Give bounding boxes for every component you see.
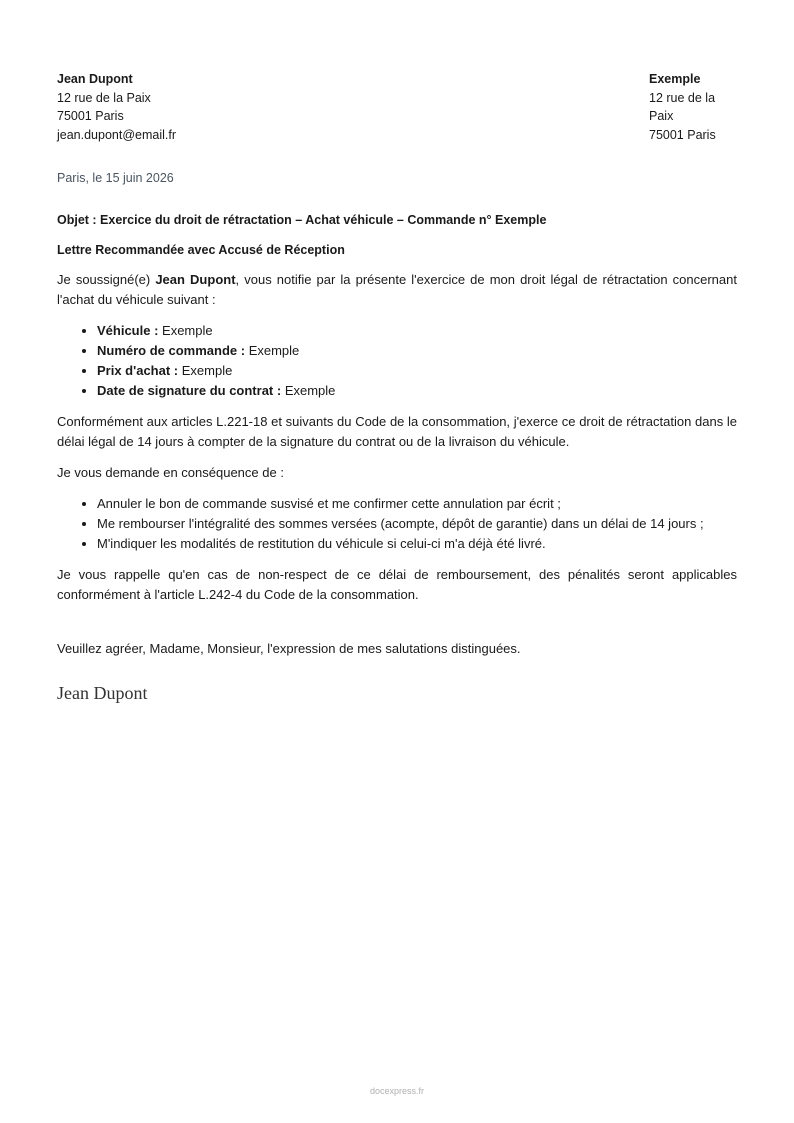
sender-address: 12 rue de la Paix <box>57 90 151 105</box>
vehicle-details-list <box>57 321 737 401</box>
detail-value: Exemple <box>158 323 213 338</box>
detail-value: Exemple <box>178 363 233 378</box>
sender-block <box>57 70 176 144</box>
recipient-name: Exemple <box>649 72 701 86</box>
list-item <box>97 361 737 381</box>
list-item: • M'indiquer les modalités de restitution du véhicule si celui-ci m'a déjà été livré. <box>97 534 737 554</box>
sender-city: 75001 Paris <box>57 109 124 123</box>
detail-value: Exemple <box>245 343 300 358</box>
intro-before: Je soussigné(e) <box>57 272 156 287</box>
recipient-block <box>649 70 737 144</box>
detail-label: Numéro de commande : <box>97 343 246 358</box>
salutation: Veuillez agréer, Madame, Monsieur, l'expression de mes salutations distinguées. <box>57 641 521 656</box>
letter-header <box>57 70 737 144</box>
list-item <box>97 381 737 401</box>
list-item <box>97 341 737 361</box>
list-item: • Me rembourser l'intégralité des sommes versées (acompte, dépôt de garantie) dans un délai de 14 jours ; <box>97 514 737 534</box>
reminder-paragraph: Je vous rappelle qu'en cas de non-respect de ce délai de remboursement, des pénalités seront applicables conformément à l'article L.242-4 du Code de la consommation. <box>57 567 737 602</box>
letter-date: Paris, le 15 juin 2026 <box>57 171 174 185</box>
recipient-address: 12 rue de la Paix <box>649 90 716 123</box>
sender-name: Jean Dupont <box>57 72 133 86</box>
sender-email: jean.dupont@email.fr <box>57 127 177 142</box>
detail-label: Date de signature du contrat : <box>97 383 282 398</box>
intro-after: , vous notifie par la présente l'exercice de mon droit légal de rétractation concernant l'achat du véhicule suivant : <box>57 272 737 307</box>
signature: Jean Dupont <box>57 683 148 703</box>
recipient-city: 75001 Paris <box>649 127 716 142</box>
request-intro: Je vous demande en conséquence de : <box>57 465 284 480</box>
footer-brand: docexpress.fr <box>369 1086 425 1096</box>
letter-subject: Objet : Exercice du droit de rétractation – Achat véhicule – Commande n° Exemple <box>57 213 547 227</box>
requests-list <box>57 494 737 554</box>
list-item: • Annuler le bon de commande susvisé et me confirmer cette annulation par écrit ; <box>97 494 737 514</box>
detail-value: Exemple <box>281 383 336 398</box>
intro-name: Jean Dupont <box>155 272 236 287</box>
registered-mail-notice: Lettre Recommandée avec Accusé de Réception <box>57 243 345 257</box>
letter-page <box>57 70 737 704</box>
legal-paragraph: Conformément aux articles L.221-18 et suivants du Code de la consommation, j'exerce ce droit de rétractation dans le délai légal de 14 jours à compter de la signature du contrat ou de la livraison du véhicule. <box>57 414 737 449</box>
detail-label: Prix d'achat : <box>97 363 179 378</box>
intro-paragraph <box>57 270 737 310</box>
detail-label: Véhicule : <box>97 323 159 338</box>
list-item <box>97 321 737 341</box>
